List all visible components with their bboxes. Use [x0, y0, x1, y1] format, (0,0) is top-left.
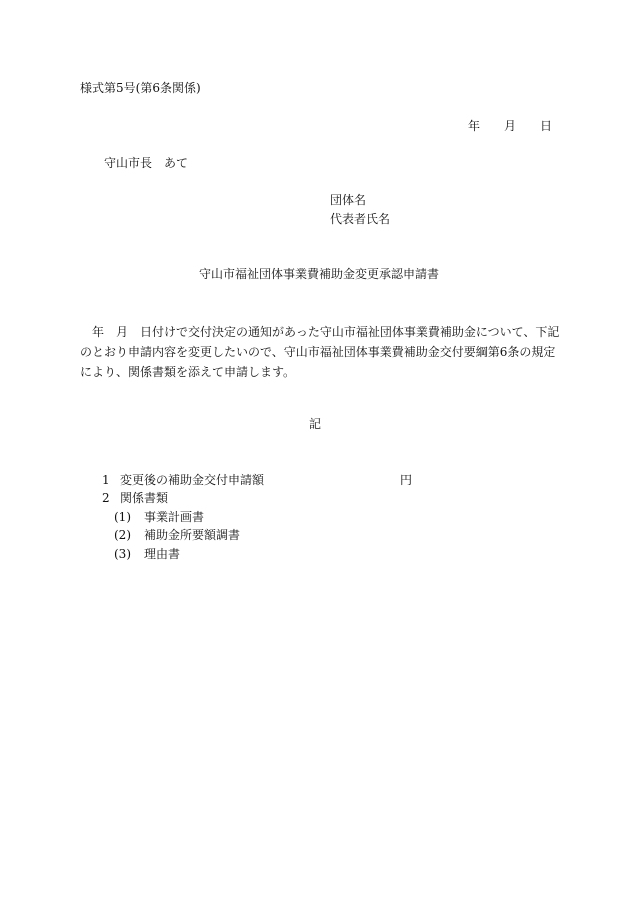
item-number: 1 [102, 473, 110, 487]
sub-item-number: (3) [114, 547, 131, 561]
ki-heading: 記 [309, 417, 322, 431]
month-label: 月 [504, 119, 517, 133]
body-line: 年 月 日付けで交付決定の通知があった守山市福祉団体事業費補助金について、下記 [80, 325, 560, 339]
day-label: 日 [540, 119, 553, 133]
representative-name-label: 代表者氏名 [330, 212, 391, 226]
addressee: 守山市長 あて [104, 156, 189, 170]
form-number: 様式第5号(第6条関係) [80, 81, 201, 95]
body-line: により、関係書類を添えて申請します。 [80, 365, 296, 379]
document-title: 守山市福祉団体事業費補助金変更承認申請書 [199, 267, 440, 281]
body-line: のとおり申請内容を変更したいので、守山市福祉団体事業費補助金交付要綱第6条の規定 [80, 345, 556, 359]
organization-name-label: 団体名 [330, 193, 367, 207]
sub-item-label: 理由書 [144, 547, 181, 561]
yen-unit: 円 [400, 473, 413, 487]
item-label-amount: 変更後の補助金交付申請額 [120, 473, 265, 487]
sub-item-label: 事業計画書 [144, 510, 205, 524]
sub-item-label: 補助金所要額調書 [144, 528, 241, 542]
year-label: 年 [468, 119, 481, 133]
sub-item-number: (2) [114, 528, 131, 542]
item-label-documents: 関係書類 [120, 491, 169, 505]
item-number: 2 [102, 491, 110, 505]
body-paragraph [80, 322, 560, 382]
sub-item-number: (1) [114, 510, 131, 524]
